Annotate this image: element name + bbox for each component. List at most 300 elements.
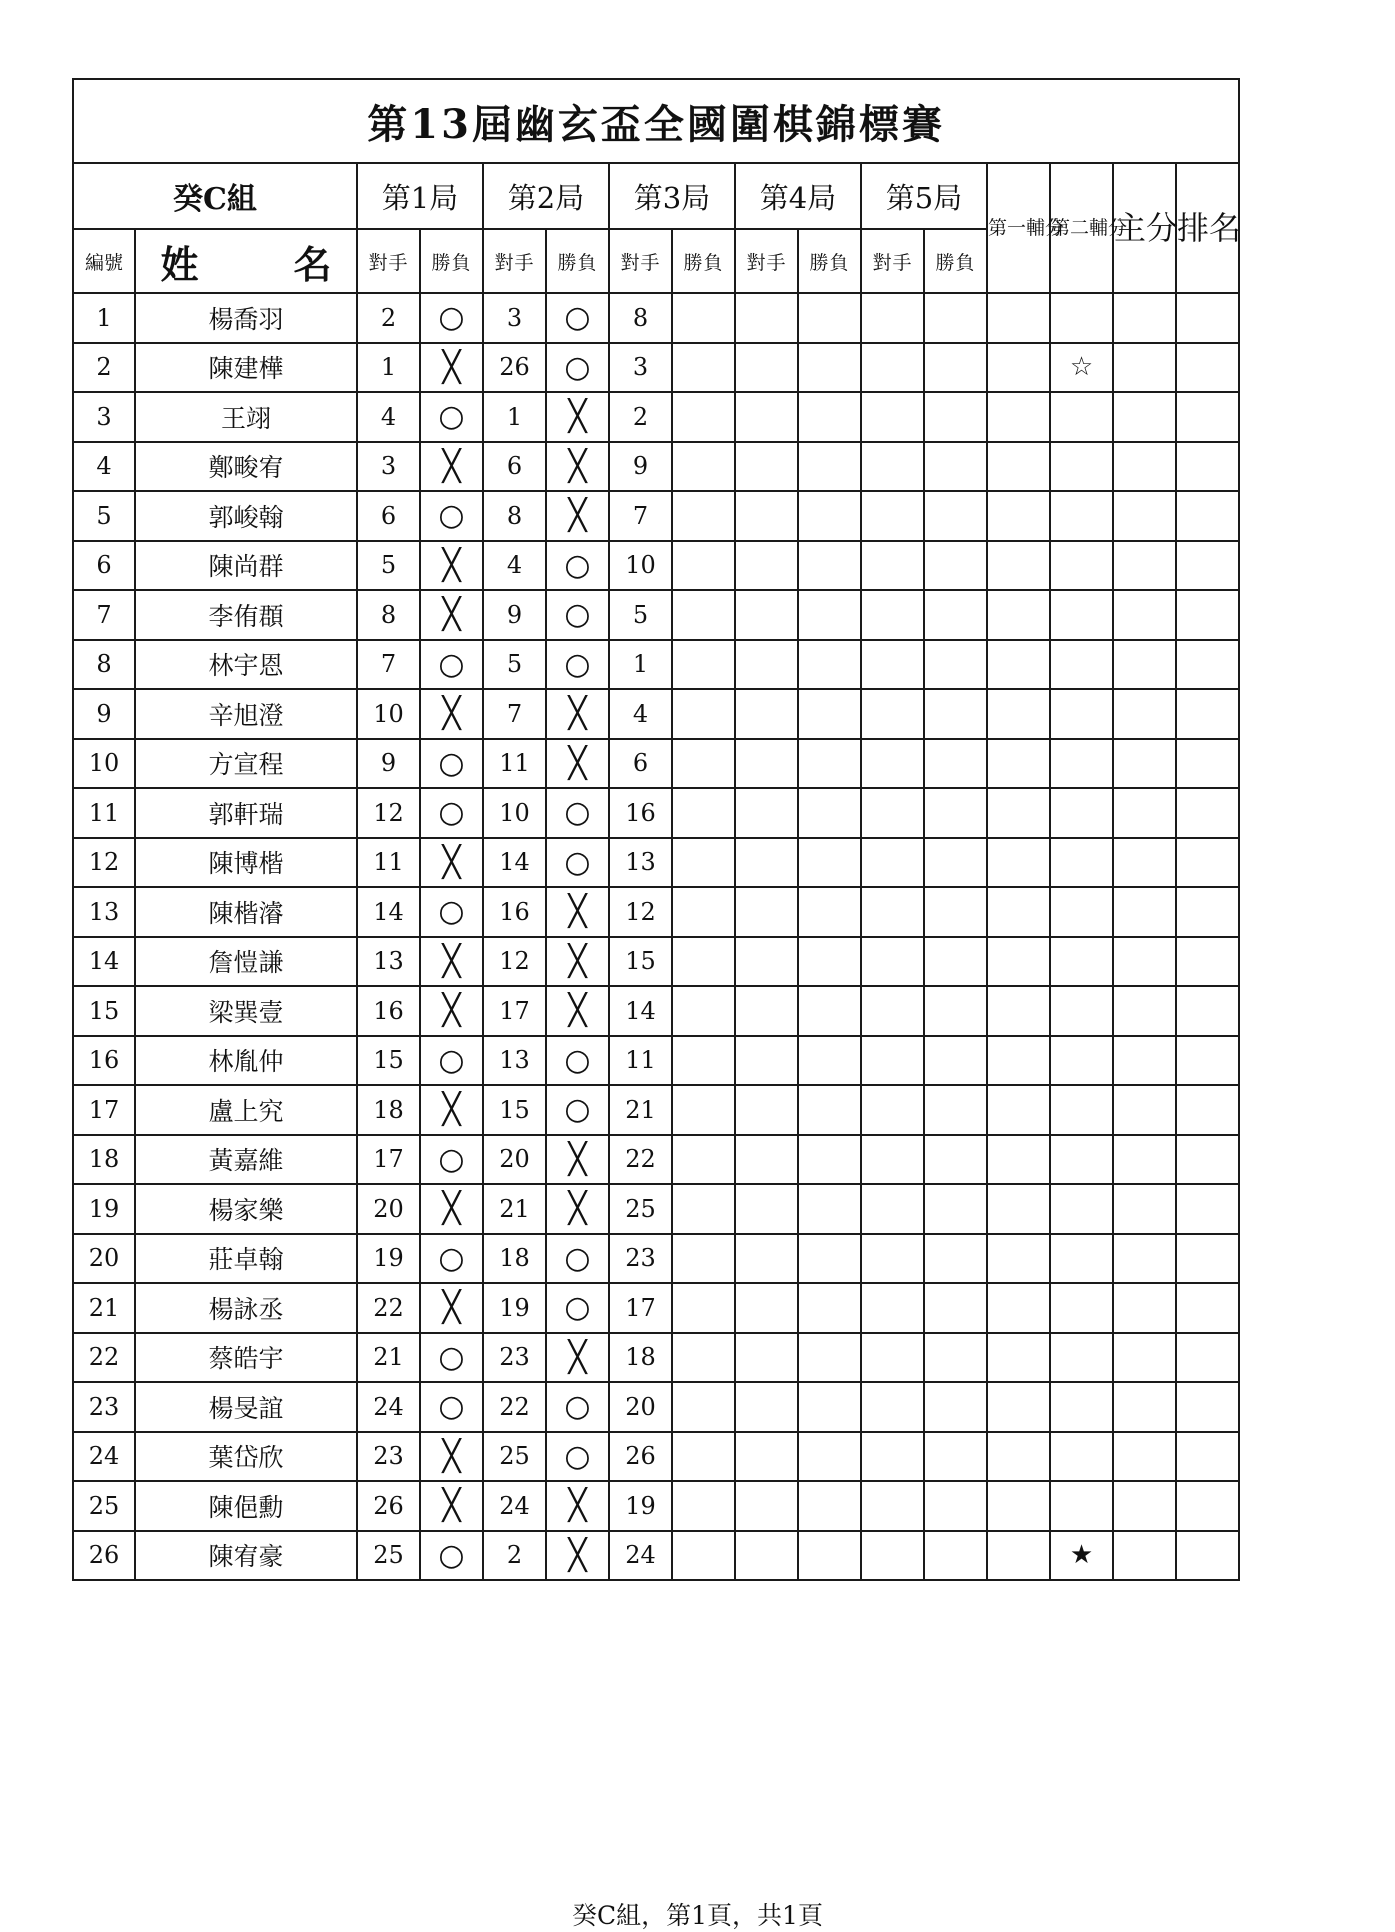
table-row xyxy=(73,1382,1239,1432)
opponent-cell: 16 xyxy=(357,986,420,1036)
tiebreak1-cell xyxy=(987,937,1050,987)
opponent-cell: 25 xyxy=(483,1432,546,1482)
result-cell: ╳ xyxy=(420,541,483,591)
opponent-cell: 19 xyxy=(609,1481,672,1531)
result-cell: ╳ xyxy=(420,1184,483,1234)
result-cell: ○ xyxy=(546,1085,609,1135)
player-name: 辛旭澄 xyxy=(135,689,357,739)
player-name: 葉岱欣 xyxy=(135,1432,357,1482)
tiebreak1-cell xyxy=(987,1085,1050,1135)
opponent-cell xyxy=(861,739,924,789)
player-name: 林宇恩 xyxy=(135,640,357,690)
opponent-cell: 24 xyxy=(357,1382,420,1432)
result-cell xyxy=(672,838,735,888)
opponent-cell: 7 xyxy=(483,689,546,739)
player-id: 4 xyxy=(73,442,135,492)
rank-cell xyxy=(1176,1234,1239,1284)
opponent-cell: 14 xyxy=(357,887,420,937)
result-cell xyxy=(798,1333,861,1383)
rank-cell xyxy=(1176,1432,1239,1482)
opponent-cell: 22 xyxy=(483,1382,546,1432)
tiebreak2-cell xyxy=(1050,1432,1113,1482)
opponent-cell xyxy=(735,442,798,492)
player-id: 8 xyxy=(73,640,135,690)
opponent-cell xyxy=(861,1481,924,1531)
rank-cell xyxy=(1176,1283,1239,1333)
result-cell xyxy=(672,1085,735,1135)
opponent-cell xyxy=(735,887,798,937)
tiebreak2-cell xyxy=(1050,590,1113,640)
opponent-cell: 17 xyxy=(609,1283,672,1333)
main-score-cell xyxy=(1113,491,1176,541)
result-cell xyxy=(672,1382,735,1432)
player-id: 23 xyxy=(73,1382,135,1432)
tiebreak2-cell xyxy=(1050,739,1113,789)
result-cell xyxy=(924,838,987,888)
result-cell xyxy=(798,293,861,343)
main-score-cell xyxy=(1113,937,1176,987)
opponent-cell: 9 xyxy=(609,442,672,492)
player-id: 24 xyxy=(73,1432,135,1482)
result-cell xyxy=(924,986,987,1036)
result-cell xyxy=(798,1481,861,1531)
tiebreak1-cell xyxy=(987,343,1050,393)
opponent-cell: 23 xyxy=(357,1432,420,1482)
opponent-cell xyxy=(861,1036,924,1086)
result-header: 勝負 xyxy=(420,229,483,293)
opponent-cell xyxy=(735,838,798,888)
opponent-cell: 25 xyxy=(609,1184,672,1234)
tiebreak2-cell xyxy=(1050,937,1113,987)
rank-cell xyxy=(1176,1184,1239,1234)
main-score-cell xyxy=(1113,1333,1176,1383)
tiebreak1-cell xyxy=(987,739,1050,789)
opponent-cell xyxy=(861,491,924,541)
result-cell xyxy=(798,541,861,591)
main-score-cell xyxy=(1113,442,1176,492)
opponent-cell: 1 xyxy=(483,392,546,442)
tiebreak2-cell xyxy=(1050,640,1113,690)
page-footer: 癸C組，第1頁，共1頁 xyxy=(572,1901,823,1930)
table-row xyxy=(73,689,1239,739)
player-name: 陳博楷 xyxy=(135,838,357,888)
opponent-cell: 11 xyxy=(357,838,420,888)
opponent-cell: 11 xyxy=(609,1036,672,1086)
table-row xyxy=(73,887,1239,937)
tiebreak2-cell xyxy=(1050,1481,1113,1531)
result-cell xyxy=(798,1531,861,1581)
rank-cell xyxy=(1176,442,1239,492)
player-name: 鄭畯宥 xyxy=(135,442,357,492)
tiebreak1-cell xyxy=(987,491,1050,541)
tiebreak1-cell xyxy=(987,1481,1050,1531)
result-cell xyxy=(798,491,861,541)
main-score-cell xyxy=(1113,343,1176,393)
opponent-cell: 10 xyxy=(357,689,420,739)
tiebreak2-cell xyxy=(1050,442,1113,492)
result-cell xyxy=(924,1432,987,1482)
opponent-cell: 22 xyxy=(609,1135,672,1185)
table-row xyxy=(73,293,1239,343)
opponent-cell xyxy=(735,739,798,789)
player-name: 林胤仲 xyxy=(135,1036,357,1086)
tiebreak2-header: 第二輔分 xyxy=(1050,163,1113,293)
opponent-cell: 19 xyxy=(483,1283,546,1333)
result-cell xyxy=(672,541,735,591)
opponent-cell: 18 xyxy=(357,1085,420,1135)
player-id: 3 xyxy=(73,392,135,442)
result-cell: ╳ xyxy=(546,442,609,492)
opponent-cell: 26 xyxy=(609,1432,672,1482)
opponent-cell: 17 xyxy=(483,986,546,1036)
opponent-cell: 4 xyxy=(357,392,420,442)
rank-cell xyxy=(1176,689,1239,739)
opponent-cell xyxy=(861,1531,924,1581)
main-score-cell xyxy=(1113,1085,1176,1135)
main-score-cell xyxy=(1113,1283,1176,1333)
tiebreak1-cell xyxy=(987,640,1050,690)
tiebreak2-cell xyxy=(1050,838,1113,888)
player-id: 10 xyxy=(73,739,135,789)
opponent-cell: 12 xyxy=(483,937,546,987)
tiebreak1-cell xyxy=(987,689,1050,739)
tiebreak2-cell xyxy=(1050,1135,1113,1185)
opponent-cell: 22 xyxy=(357,1283,420,1333)
result-cell xyxy=(924,640,987,690)
rank-cell xyxy=(1176,1481,1239,1531)
tiebreak1-cell xyxy=(987,788,1050,838)
opponent-cell xyxy=(861,640,924,690)
player-name: 陳宥豪 xyxy=(135,1531,357,1581)
opponent-cell: 4 xyxy=(483,541,546,591)
result-cell xyxy=(798,986,861,1036)
rank-cell xyxy=(1176,1333,1239,1383)
result-cell xyxy=(672,937,735,987)
result-cell xyxy=(798,1184,861,1234)
table-row xyxy=(73,1283,1239,1333)
result-cell: ╳ xyxy=(420,838,483,888)
opponent-cell xyxy=(735,1382,798,1432)
result-cell xyxy=(924,1333,987,1383)
result-cell xyxy=(798,442,861,492)
tiebreak1-cell xyxy=(987,986,1050,1036)
opponent-cell: 8 xyxy=(609,293,672,343)
result-cell xyxy=(798,1036,861,1086)
rank-cell xyxy=(1176,1382,1239,1432)
result-cell: ╳ xyxy=(546,937,609,987)
rank-cell xyxy=(1176,986,1239,1036)
tiebreak1-cell xyxy=(987,838,1050,888)
opponent-header: 對手 xyxy=(357,229,420,293)
result-cell: ○ xyxy=(420,887,483,937)
table-row xyxy=(73,986,1239,1036)
main-score-cell xyxy=(1113,887,1176,937)
player-id: 20 xyxy=(73,1234,135,1284)
result-cell xyxy=(798,1382,861,1432)
result-cell: ╳ xyxy=(420,937,483,987)
player-name: 陳俋勳 xyxy=(135,1481,357,1531)
result-cell xyxy=(798,788,861,838)
rank-header: 排名 xyxy=(1176,163,1239,293)
rank-cell xyxy=(1176,838,1239,888)
result-cell xyxy=(924,1283,987,1333)
result-cell xyxy=(672,293,735,343)
player-name: 王翊 xyxy=(135,392,357,442)
table-row xyxy=(73,937,1239,987)
opponent-cell xyxy=(861,392,924,442)
opponent-cell xyxy=(735,1135,798,1185)
opponent-cell: 13 xyxy=(609,838,672,888)
tiebreak1-header: 第一輔分 xyxy=(987,163,1050,293)
opponent-cell xyxy=(861,1382,924,1432)
result-cell xyxy=(672,986,735,1036)
result-cell: ╳ xyxy=(546,1333,609,1383)
opponent-cell xyxy=(735,541,798,591)
opponent-cell xyxy=(735,1432,798,1482)
main-score-cell xyxy=(1113,739,1176,789)
opponent-cell: 9 xyxy=(357,739,420,789)
table-row xyxy=(73,442,1239,492)
opponent-cell: 8 xyxy=(357,590,420,640)
result-cell xyxy=(924,392,987,442)
tiebreak1-cell xyxy=(987,1432,1050,1482)
main-score-cell xyxy=(1113,1531,1176,1581)
table-row xyxy=(73,1234,1239,1284)
opponent-cell: 1 xyxy=(609,640,672,690)
opponent-cell xyxy=(735,640,798,690)
result-cell xyxy=(672,788,735,838)
rank-cell xyxy=(1176,788,1239,838)
tiebreak1-cell xyxy=(987,887,1050,937)
result-cell xyxy=(798,392,861,442)
opponent-cell: 24 xyxy=(483,1481,546,1531)
opponent-cell xyxy=(861,689,924,739)
result-cell xyxy=(672,689,735,739)
opponent-cell xyxy=(735,1481,798,1531)
table-row xyxy=(73,1135,1239,1185)
result-cell xyxy=(924,937,987,987)
main-score-cell xyxy=(1113,590,1176,640)
opponent-cell xyxy=(861,442,924,492)
result-cell: ○ xyxy=(420,1036,483,1086)
result-cell: ╳ xyxy=(546,491,609,541)
player-id: 9 xyxy=(73,689,135,739)
round-header: 第4局 xyxy=(735,163,861,229)
result-cell xyxy=(798,838,861,888)
opponent-cell xyxy=(861,1333,924,1383)
opponent-cell: 21 xyxy=(609,1085,672,1135)
result-cell: ╳ xyxy=(420,1481,483,1531)
tiebreak1-cell xyxy=(987,1333,1050,1383)
opponent-cell: 16 xyxy=(609,788,672,838)
main-score-cell xyxy=(1113,689,1176,739)
player-name: 郭峻翰 xyxy=(135,491,357,541)
opponent-cell xyxy=(735,1283,798,1333)
result-cell xyxy=(672,739,735,789)
opponent-cell: 1 xyxy=(357,343,420,393)
opponent-cell: 25 xyxy=(357,1531,420,1581)
opponent-cell: 17 xyxy=(357,1135,420,1185)
opponent-cell: 12 xyxy=(609,887,672,937)
result-cell xyxy=(924,1481,987,1531)
result-cell: ╳ xyxy=(420,1085,483,1135)
table-row xyxy=(73,590,1239,640)
opponent-cell: 3 xyxy=(357,442,420,492)
result-cell: ╳ xyxy=(420,1283,483,1333)
opponent-cell xyxy=(735,392,798,442)
opponent-cell: 15 xyxy=(357,1036,420,1086)
player-id: 5 xyxy=(73,491,135,541)
tiebreak1-cell xyxy=(987,1036,1050,1086)
result-cell: ○ xyxy=(420,1382,483,1432)
result-cell xyxy=(672,442,735,492)
result-cell xyxy=(672,1234,735,1284)
result-cell: ╳ xyxy=(546,689,609,739)
result-cell xyxy=(672,1184,735,1234)
opponent-cell xyxy=(861,887,924,937)
result-cell: ○ xyxy=(546,293,609,343)
tiebreak1-cell xyxy=(987,590,1050,640)
table-row xyxy=(73,1184,1239,1234)
id-header: 編號 xyxy=(73,229,135,293)
player-id: 25 xyxy=(73,1481,135,1531)
opponent-cell xyxy=(861,788,924,838)
result-cell: ○ xyxy=(546,590,609,640)
opponent-cell xyxy=(861,590,924,640)
result-cell xyxy=(672,887,735,937)
player-name: 陳楷濬 xyxy=(135,887,357,937)
main-score-header: 主分 xyxy=(1113,163,1176,293)
tiebreak2-cell xyxy=(1050,1333,1113,1383)
opponent-cell: 15 xyxy=(609,937,672,987)
opponent-cell: 4 xyxy=(609,689,672,739)
result-cell xyxy=(672,640,735,690)
opponent-cell: 13 xyxy=(357,937,420,987)
rank-cell xyxy=(1176,343,1239,393)
result-cell xyxy=(924,1382,987,1432)
result-cell: ○ xyxy=(420,788,483,838)
tiebreak1-cell xyxy=(987,1283,1050,1333)
opponent-cell: 23 xyxy=(483,1333,546,1383)
result-cell: ╳ xyxy=(420,590,483,640)
opponent-cell: 6 xyxy=(609,739,672,789)
rank-cell xyxy=(1176,491,1239,541)
opponent-cell xyxy=(735,689,798,739)
tiebreak2-cell xyxy=(1050,1085,1113,1135)
player-id: 2 xyxy=(73,343,135,393)
result-cell: ╳ xyxy=(420,1432,483,1482)
player-name: 李侑頵 xyxy=(135,590,357,640)
group-header: 癸C組 xyxy=(73,163,357,229)
result-cell xyxy=(672,1333,735,1383)
player-id: 13 xyxy=(73,887,135,937)
tiebreak2-cell xyxy=(1050,1234,1113,1284)
result-cell xyxy=(798,887,861,937)
result-cell xyxy=(924,887,987,937)
result-cell: ○ xyxy=(420,739,483,789)
opponent-cell: 10 xyxy=(483,788,546,838)
opponent-cell xyxy=(861,1234,924,1284)
player-name: 莊卓翰 xyxy=(135,1234,357,1284)
player-id: 16 xyxy=(73,1036,135,1086)
result-cell xyxy=(672,491,735,541)
player-id: 15 xyxy=(73,986,135,1036)
opponent-cell xyxy=(861,838,924,888)
result-header: 勝負 xyxy=(672,229,735,293)
tiebreak2-cell xyxy=(1050,1382,1113,1432)
result-cell xyxy=(798,1283,861,1333)
opponent-cell xyxy=(735,293,798,343)
result-cell: ○ xyxy=(420,1135,483,1185)
result-cell xyxy=(672,1481,735,1531)
opponent-cell xyxy=(735,1234,798,1284)
result-cell: ╳ xyxy=(420,442,483,492)
player-name: 陳尚群 xyxy=(135,541,357,591)
table-row xyxy=(73,1481,1239,1531)
tiebreak1-cell xyxy=(987,293,1050,343)
player-name: 楊詠丞 xyxy=(135,1283,357,1333)
rank-cell xyxy=(1176,1085,1239,1135)
opponent-cell: 3 xyxy=(609,343,672,393)
player-name: 楊喬羽 xyxy=(135,293,357,343)
result-cell: ○ xyxy=(546,788,609,838)
opponent-cell: 26 xyxy=(357,1481,420,1531)
rank-cell xyxy=(1176,590,1239,640)
opponent-cell xyxy=(861,541,924,591)
opponent-cell: 23 xyxy=(609,1234,672,1284)
rank-cell xyxy=(1176,887,1239,937)
result-cell xyxy=(672,1432,735,1482)
result-cell xyxy=(924,1234,987,1284)
result-cell: ○ xyxy=(546,640,609,690)
round-header: 第5局 xyxy=(861,163,987,229)
main-score-cell xyxy=(1113,640,1176,690)
player-id: 1 xyxy=(73,293,135,343)
tiebreak1-cell xyxy=(987,1135,1050,1185)
tiebreak1-cell xyxy=(987,1184,1050,1234)
player-name: 楊旻誼 xyxy=(135,1382,357,1432)
result-cell xyxy=(798,937,861,987)
tiebreak2-cell xyxy=(1050,293,1113,343)
result-cell: ○ xyxy=(420,640,483,690)
opponent-cell: 14 xyxy=(483,838,546,888)
player-id: 14 xyxy=(73,937,135,987)
player-name: 楊家樂 xyxy=(135,1184,357,1234)
rank-cell xyxy=(1176,1531,1239,1581)
rank-cell xyxy=(1176,739,1239,789)
opponent-cell: 20 xyxy=(483,1135,546,1185)
opponent-cell: 3 xyxy=(483,293,546,343)
table-row xyxy=(73,1531,1239,1581)
tiebreak2-cell xyxy=(1050,788,1113,838)
opponent-cell xyxy=(735,788,798,838)
opponent-cell: 18 xyxy=(483,1234,546,1284)
result-cell xyxy=(924,1036,987,1086)
player-id: 17 xyxy=(73,1085,135,1135)
main-score-cell xyxy=(1113,1432,1176,1482)
opponent-cell: 16 xyxy=(483,887,546,937)
opponent-cell xyxy=(735,1036,798,1086)
result-cell: ╳ xyxy=(420,689,483,739)
tiebreak1-cell xyxy=(987,442,1050,492)
result-cell: ○ xyxy=(546,1283,609,1333)
main-score-cell xyxy=(1113,392,1176,442)
result-cell xyxy=(798,590,861,640)
result-cell xyxy=(798,1085,861,1135)
main-score-cell xyxy=(1113,838,1176,888)
result-cell: ╳ xyxy=(420,343,483,393)
result-cell: ╳ xyxy=(546,887,609,937)
